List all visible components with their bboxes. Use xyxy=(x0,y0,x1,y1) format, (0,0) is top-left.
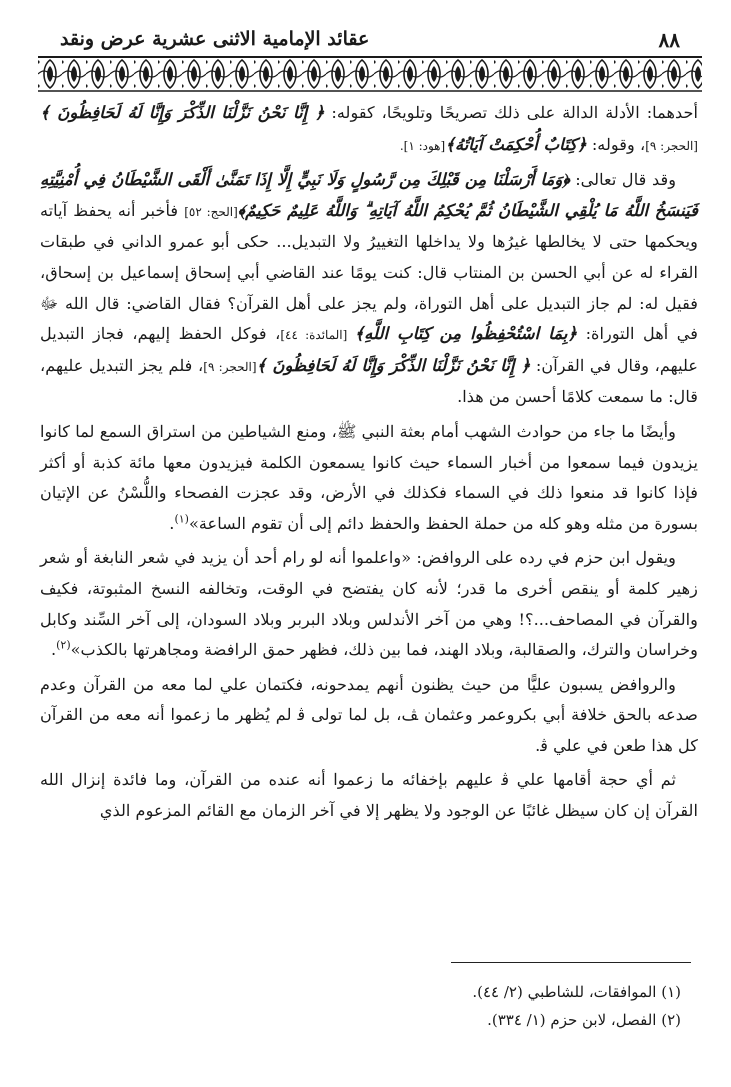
text-run: والروافض يسبون عليًّا من حيث يظنون أنهم يمدحونه، فكتمان علي لما معه من القرآن وعدم صدعه بالحق خلافة أبي بكروعمر وعثمان ﭫ، بل لما تولى ﭬ لم يُظهر ما زعموا أنه معه من القرآن كل هذا طعن في علي ﭬ. xyxy=(40,674,698,755)
verse-reference: [الحج: ٥٢] xyxy=(184,204,238,219)
quran-verse: ﴿وَمَا أَرْسَلْنَا مِن قَبْلِكَ مِن رَّسُولٍ وَلَا نَبِيٍّ إِلَّا إِذَا تَمَنَّىٰ أَلْقَى الشَّيْطَانُ فِي أُمْنِيَّتِهِ فَيَنسَخُ اللَّهُ مَا يُلْقِي الشَّيْطَانُ ثُمَّ يُحْكِمُ اللَّهُ آيَاتِهِ ۗ وَاللَّهُ عَلِيمٌ حَكِيمٌ﴾ xyxy=(40,170,698,220)
page-number: ٨٨ xyxy=(658,28,680,52)
footnote-marker: (٢) xyxy=(56,638,71,652)
text-run: وقد قال تعالى: xyxy=(569,170,677,190)
quran-verse: ﴿بِمَا اسْتُحْفِظُوا مِن كِتَابِ اللَّهِ﴾ xyxy=(354,324,578,344)
verse-reference: [هود: ١]. xyxy=(399,138,446,153)
paragraph-2 xyxy=(40,165,698,413)
text-run: ويقول ابن حزم في رده على الروافض: «واعلموا أنه لو رام أحد أن يزيد في شعر النابغة أو شعر زهير كلمة أو ينقص أخرى ما قدر؛ لأنه كان يفتضح في الوقت، وتخالفه النسخ المثبوتة، فكيف والقرآن في المصاحف...؟! وهي من آخر الأندلس وبلاد البربر وبلاد السودان، إلى آخر السِّند وكابل وخراسان والترك، والصقالبة، وبلاد الهند، فما بين ذلك، فظهر حمق الرافضة ومجاهرتها بالكذب» xyxy=(40,548,698,660)
footnote-separator xyxy=(451,962,691,963)
footnote-marker: (١) xyxy=(174,512,189,526)
text-run: أحدهما: الأدلة الدالة على ذلك تصريحًا وتلويحًا، كقوله: xyxy=(324,103,698,122)
text-run: ، فلم يجز التبديل عليهم، قال: ما سمعت كلامًا أحسن من هذا. xyxy=(40,355,698,407)
quran-verse: ﴿كِتَابٌ أُحْكِمَتْ آيَاتُهُ﴾ xyxy=(445,134,587,154)
ornamental-border xyxy=(38,56,702,92)
footnotes xyxy=(41,978,681,1034)
quran-verse: ﴿ إِنَّا نَحْنُ نَزَّلْنَا الذِّكْرَ وَإِنَّا لَهُ لَحَافِظُونَ ﴾ xyxy=(40,103,325,122)
footnote-2: (٢) الفصل، لابن حزم (١/ ٣٣٤). xyxy=(487,1011,681,1029)
paragraph-3 xyxy=(40,417,698,539)
quran-verse: ﴿ إِنَّا نَحْنُ نَزَّلْنَا الذِّكْرَ وَإِنَّا لَهُ لَحَافِظُونَ ﴾ xyxy=(256,355,531,375)
running-header xyxy=(40,26,700,56)
verse-reference: [الحجر: ٩] xyxy=(645,138,698,153)
text-run: ، فوكل الحفظ إليهم، فجاز التبديل عليهم، وقال في القرآن: xyxy=(40,324,698,375)
text-run: ثم أي حجة أقامها علي ﭬ عليهم بإخفائه ما زعموا أنه عنده من القرآن، وما فائدة إنزال الله القرآن إن كان سيظل غائبًا عن الوجود ولا يظهر إلا في آخر الزمان مع القائم المزعوم الذي xyxy=(40,770,698,821)
text-run: ، وقوله: xyxy=(586,134,646,154)
text-run: . xyxy=(169,513,175,533)
text-run: وأيضًا ما جاء من حوادث الشهب أمام بعثة النبي ﷺ، ومنع الشياطين من استراق السمع لما كانوا يزيدون فيما سمعوا من أخبار السماء حيث كانوا يسمعون الكلمة فيزيدون معها مائة كذبة أو أكثر فإذا كانوا قد منعوا ذلك في السماء فكذلك في الأرض، وقد عجزت الفصحاء واللُّسْنُ عن الإتيان بسورة من مثله وهو كله من حملة الحفظ والحفظ دائم إلى أن تقوم الساعة» xyxy=(40,421,698,533)
paragraph-1 xyxy=(40,98,698,161)
footnote-1: (١) الموافقات، للشاطبي (٢/ ٤٤). xyxy=(472,983,681,1001)
running-title: عقائد الإمامية الاثنى عشرية عرض ونقد xyxy=(60,28,370,50)
paragraph-5 xyxy=(40,670,698,762)
paragraph-4 xyxy=(40,543,698,665)
text-run: . xyxy=(50,640,57,660)
paragraph-6 xyxy=(40,765,698,826)
main-text xyxy=(40,98,698,831)
verse-reference: [الحجر: ٩] xyxy=(203,359,257,374)
verse-reference: [المائدة: ٤٤] xyxy=(280,328,355,343)
text-run: فأخبر أنه يحفظ آياته ويحكمها حتى لا يخالطها غيرُها ولا يداخلها التغييرُ ولا التبديل... حكى أبو عمرو الداني في طبقات القراء له عن أبي الحسن بن المنتاب قال: كنت يومًا عند القاضي أبي إسحاق إسماعيل بن إسحاق، فقيل له: لم جاز التبديل على أهل التوراة، ولم يجز على أهل القرآن؟ فقال القاضي: قال الله ﷻ في أهل التوراة: xyxy=(40,200,698,344)
